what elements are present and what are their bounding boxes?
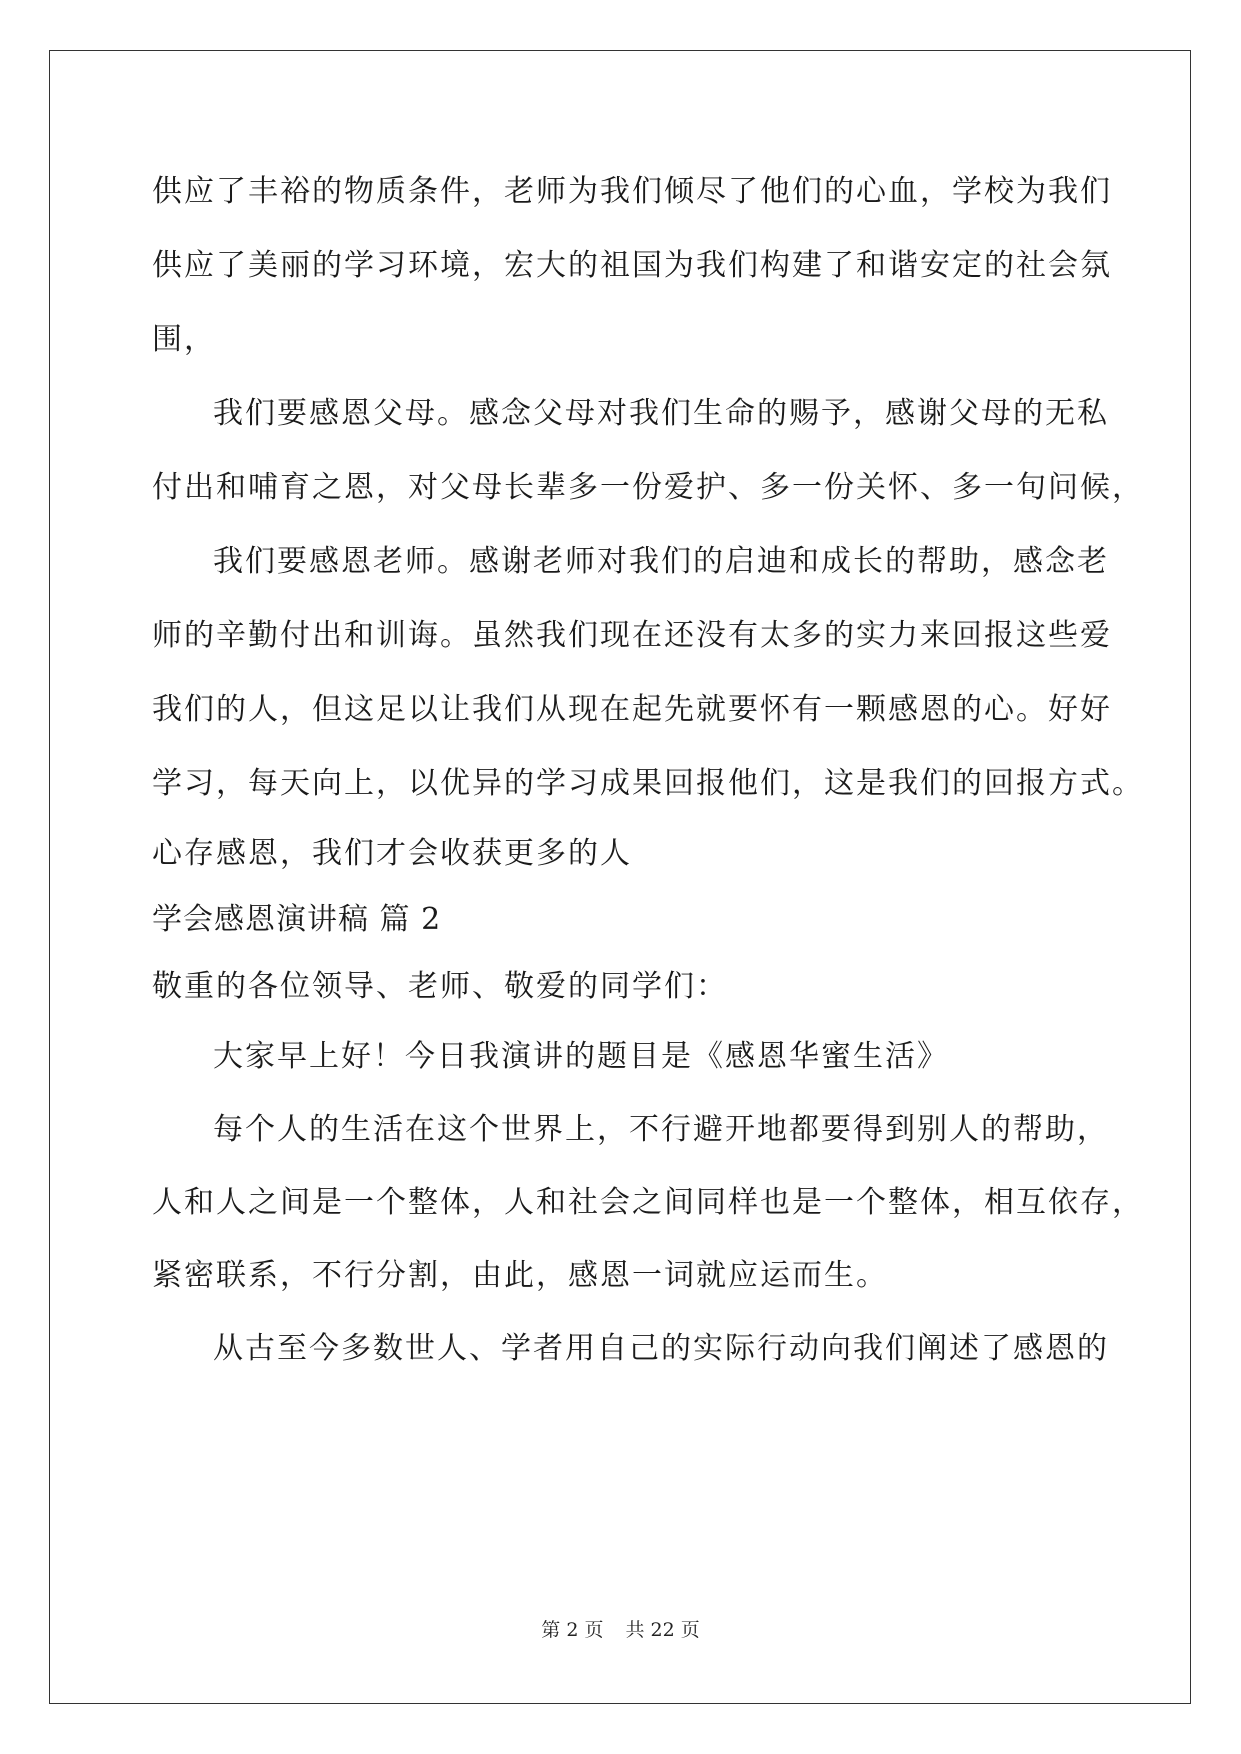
page-total: 共 22 页 xyxy=(625,1619,700,1641)
text-line-16: 紧密联系，不行分割，由此，感恩一词就应运而生。 xyxy=(152,1258,888,1293)
text-line-5: 付出和哺育之恩，对父母长辈多一份爱护、多一份关怀、多一句问候， xyxy=(152,470,1144,505)
text-line-2: 供应了美丽的学习环境，宏大的祖国为我们构建了和谐安定的社会氛 xyxy=(152,248,1112,283)
text-line-9: 学习，每天向上，以优异的学习成果回报他们，这是我们的回报方式。 xyxy=(152,766,1144,801)
text-line-13: 大家早上好！今日我演讲的题目是《感恩华蜜生活》 xyxy=(213,1039,949,1074)
page-border xyxy=(49,50,1191,1704)
text-line-1: 供应了丰裕的物质条件，老师为我们倾尽了他们的心血，学校为我们 xyxy=(152,174,1112,209)
text-line-4: 我们要感恩父母。感念父母对我们生命的赐予，感谢父母的无私 xyxy=(213,396,1109,431)
text-line-7: 师的辛勤付出和训诲。虽然我们现在还没有太多的实力来回报这些爱 xyxy=(152,618,1112,653)
page-footer xyxy=(0,1618,1241,1642)
text-line-3: 围， xyxy=(152,322,216,357)
text-line-8: 我们的人，但这足以让我们从现在起先就要怀有一颗感恩的心。好好 xyxy=(152,692,1112,727)
text-line-14: 每个人的生活在这个世界上，不行避开地都要得到别人的帮助， xyxy=(213,1112,1109,1147)
text-line-17: 从古至今多数世人、学者用自己的实际行动向我们阐述了感恩的 xyxy=(213,1331,1109,1366)
text-line-6: 我们要感恩老师。感谢老师对我们的启迪和成长的帮助，感念老 xyxy=(213,544,1109,579)
section-heading: 学会感恩演讲稿 篇 2 xyxy=(152,902,442,937)
page-number: 第 2 页 xyxy=(541,1619,604,1641)
text-line-15: 人和人之间是一个整体，人和社会之间同样也是一个整体，相互依存， xyxy=(152,1185,1144,1220)
text-line-10: 心存感恩，我们才会收获更多的人 xyxy=(152,836,632,871)
salutation: 敬重的各位领导、老师、敬爱的同学们： xyxy=(152,969,728,1004)
